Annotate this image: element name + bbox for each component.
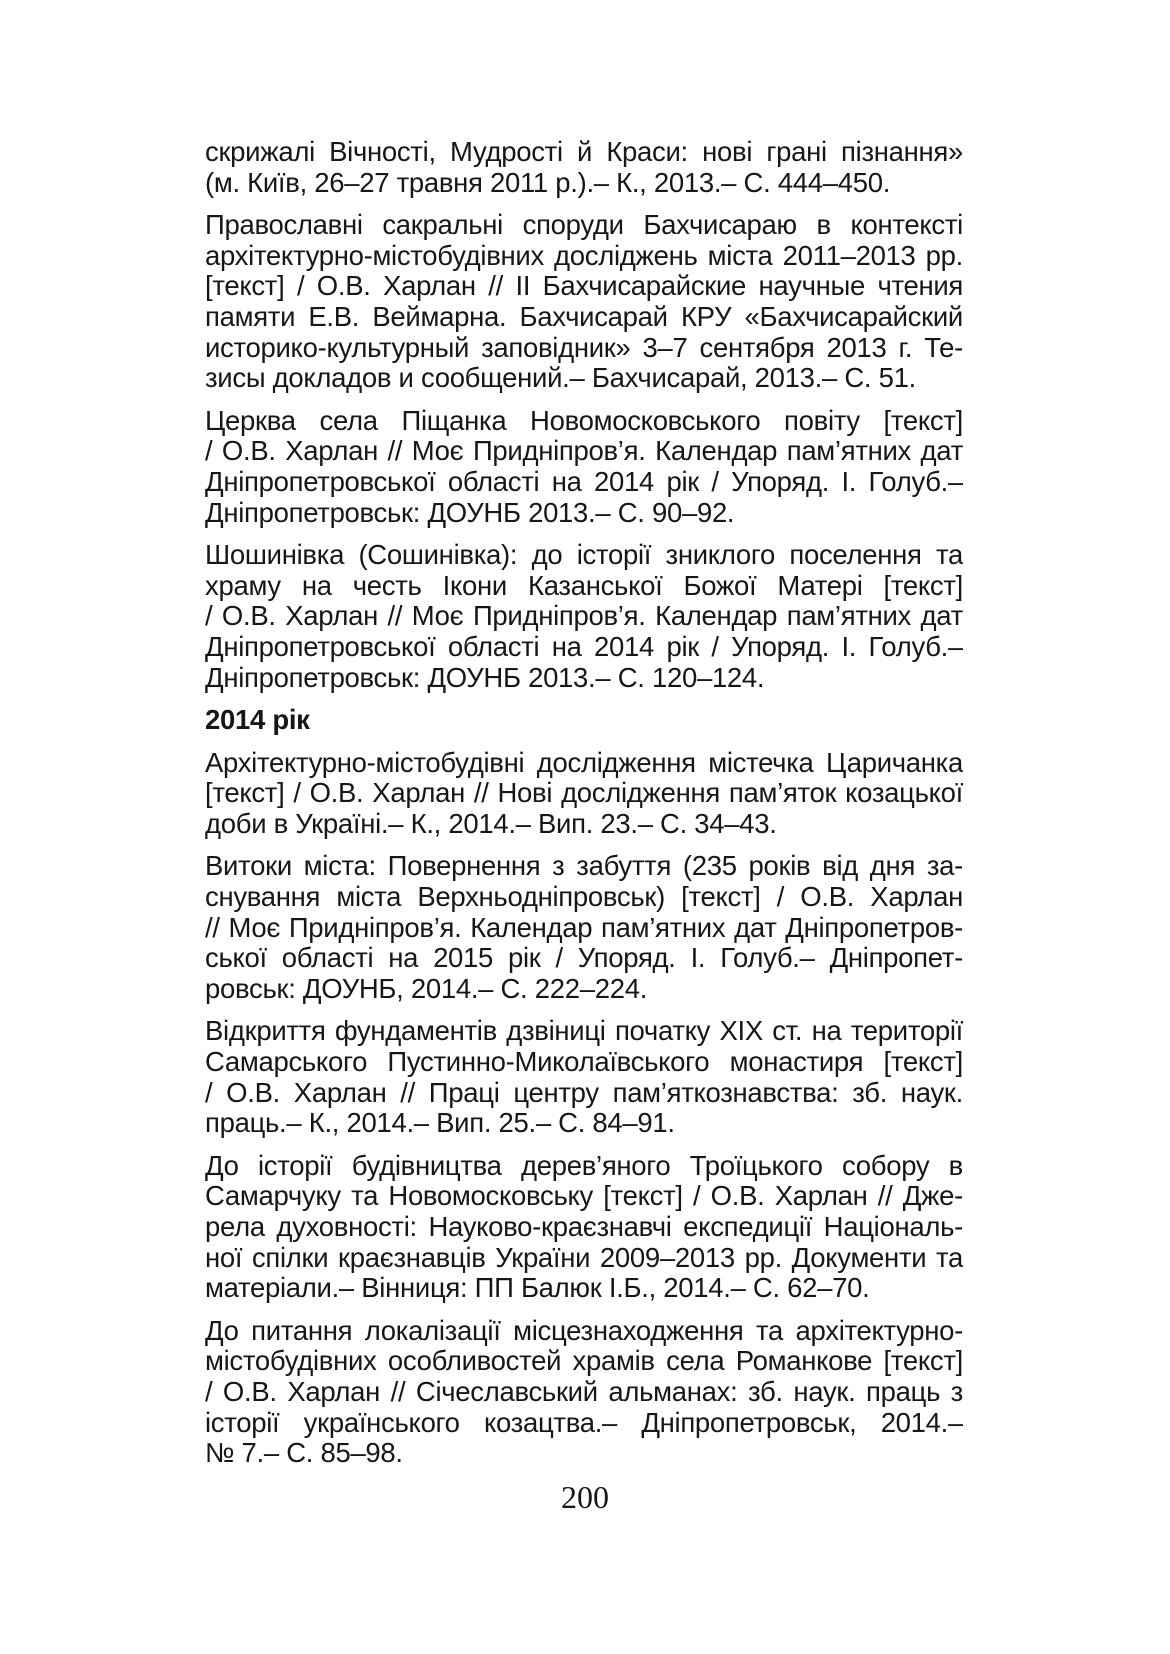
text-line: праць.– К., 2014.– Вип. 25.– С. 84–91.: [205, 1108, 675, 1139]
text-line: Дніпропетровськ: ДОУНБ 2013.– С. 90–92.: [205, 497, 735, 528]
bib-entry: [205, 540, 963, 693]
text-line: / О.В. Харлан // Січеславський альманах: зб. наук. праць з: [205, 1376, 963, 1407]
text-line: ської області на 2015 рік / Упоряд. І. Голуб.– Дніпропет-: [205, 943, 963, 974]
section-heading: [205, 705, 963, 736]
text-line: До питання локалізації місцезнаходження та архітектурно-: [205, 1315, 963, 1346]
bibliography-text: [205, 137, 963, 1481]
bib-entry: [205, 137, 963, 198]
bib-entry: [205, 210, 963, 394]
text-line: / О.В. Харлан // Моє Придніпров’я. Календар пам’ятних дат: [205, 601, 963, 632]
text-line: (м. Київ, 26–27 травня 2011 р.).– К., 2013.– С. 444–450.: [205, 167, 891, 198]
text-line: доби в Україні.– К., 2014.– Вип. 23.– С. 34–43.: [205, 808, 777, 839]
text-line: матеріали.– Вінниця: ПП Балюк І.Б., 2014.– С. 62–70.: [205, 1273, 870, 1304]
bib-entry: [205, 1151, 963, 1304]
text-line: ровськ: ДОУНБ, 2014.– С. 222–224.: [205, 973, 648, 1004]
text-line: Самарського Пустинно-Миколаївського монастиря [текст]: [205, 1047, 963, 1078]
page-number: 200: [561, 1479, 609, 1515]
text-line: [текст] / О.В. Харлан // ІІ Бахчисарайские научные чтения: [205, 271, 963, 302]
bib-entry: [205, 1316, 963, 1469]
text-line: Архітектурно-містобудівні дослідження містечка Царичанка: [205, 747, 963, 778]
text-line: архітектурно-містобудівних досліджень міста 2011–2013 рр.: [205, 240, 963, 271]
text-line: зисы докладов и сообщений.– Бахчисарай, 2013.– С. 51.: [205, 363, 916, 394]
text-line: историко-культурный заповідник» 3–7 сентября 2013 г. Те-: [205, 332, 963, 363]
text-line: історії українського козацтва.– Дніпропетровськ, 2014.–: [205, 1407, 963, 1438]
bib-entry: [205, 748, 963, 840]
text-line: / О.В. Харлан // Праці центру пам’яткознавства: зб. наук.: [205, 1077, 963, 1108]
text-line: рела духовності: Науково-краєзнавчі експедиції Національ-: [205, 1212, 963, 1242]
text-line: / О.В. Харлан // Моє Придніпров’я. Календар пам’ятних дат: [205, 436, 963, 467]
text-line: містобудівних особливостей храмів села Романкове [текст]: [205, 1346, 963, 1377]
text-line: ної спілки краєзнавців України 2009–2013 рр. Документи та: [205, 1242, 963, 1273]
text-line: № 7.– С. 85–98.: [205, 1438, 403, 1469]
text-line: Дніпропетровськ: ДОУНБ 2013.– С. 120–124.: [205, 662, 765, 693]
bib-entry: [205, 406, 963, 528]
text-line: 2014 рік: [205, 705, 310, 736]
text-line: Відкриття фундаментів дзвіниці початку XIX ст. на території: [205, 1016, 963, 1047]
text-line: памяти Е.В. Веймарна. Бахчисарай КРУ «Бахчисарайский: [205, 301, 963, 332]
bib-entry: [205, 1016, 963, 1138]
text-line: храму на честь Ікони Казанської Божої Матері [текст]: [205, 570, 963, 601]
text-line: Шошинівка (Сошинівка): до історії зниклого поселення та: [205, 540, 963, 571]
text-line: Православні сакральні споруди Бахчисараю в контексті: [205, 210, 963, 241]
text-line: скрижалі Вічності, Мудрості й Краси: нові грані пізнання»: [205, 137, 963, 167]
text-line: Витоки міста: Повернення з забуття (235 років від дня за-: [205, 851, 963, 882]
text-line: // Моє Придніпров’я. Календар пам’ятних дат Дніпропетров-: [205, 912, 963, 943]
text-line: Дніпропетровської області на 2014 рік / Упоряд. І. Голуб.–: [205, 631, 963, 662]
text-line: снування міста Верхньодніпровськ) [текст] / О.В. Харлан: [205, 882, 963, 913]
text-line: Дніпропетровської області на 2014 рік / Упоряд. І. Голуб.–: [205, 466, 963, 497]
bib-entry: [205, 851, 963, 1004]
text-line: До історії будівництва дерев’яного Троїцького собору в: [205, 1150, 963, 1181]
text-line: Самарчуку та Новомосковську [текст] / О.В. Харлан // Дже-: [205, 1181, 963, 1212]
text-line: [текст] / О.В. Харлан // Нові дослідження пам’яток козацької: [205, 778, 963, 809]
text-line: Церква села Піщанка Новомосковського повіту [текст]: [205, 405, 963, 436]
